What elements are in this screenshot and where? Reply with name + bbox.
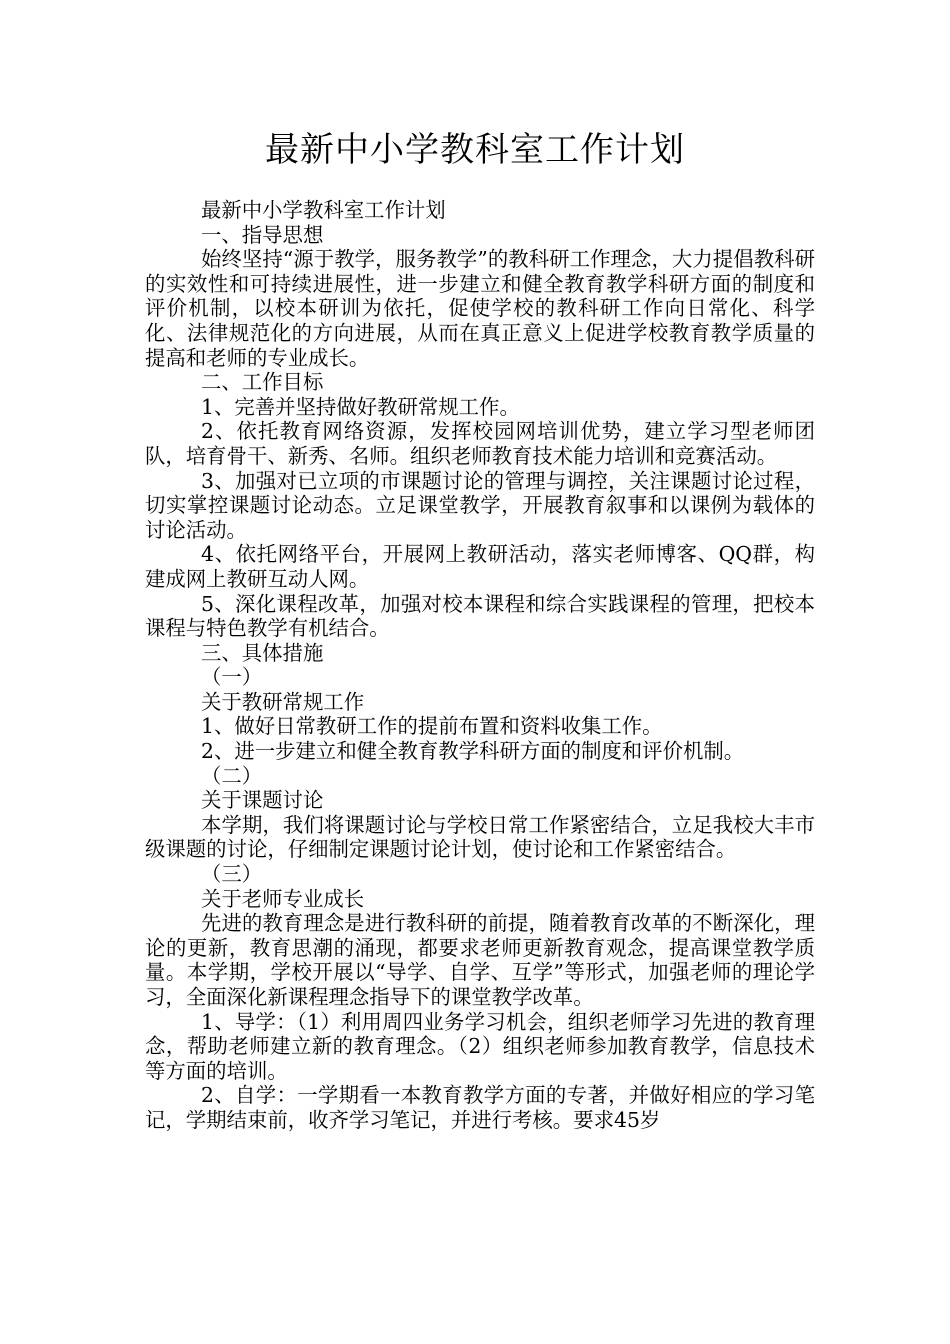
document-title: 最新中小学教科室工作计划 <box>265 130 685 170</box>
subsection-number: （二） <box>201 763 263 788</box>
list-item: 1、完善并坚持做好教研常规工作。 <box>201 394 520 419</box>
document-body <box>145 198 815 1133</box>
list-item: 5、深化课程改革，加强对校本课程和综合实践课程的管理，把校本课程与特色教学有机结合。 <box>145 591 815 641</box>
list-item: 1、导学：（1）利用周四业务学习机会，组织老师学习先进的教育理念，帮助老师建立新的教育理念。（2）组织老师参加教育教学，信息技术等方面的培训。 <box>145 1009 815 1083</box>
paragraph: 先进的教育理念是进行教科研的前提，随着教育改革的不断深化，理论的更新，教育思潮的涌现，都要求老师更新教育观念，提高课堂教学质量。本学期，学校开展以“导学、自学、互学”等形式，加强老师的理论学习，全面深化新课程理念指导下的课堂教学改革。 <box>145 911 815 1009</box>
paragraph: 始终坚持“源于教学，服务教学”的教科研工作理念，大力提倡教科研的实效性和可持续进展性，进一步建立和健全教育教学科研方面的制度和评价机制，以校本研训为依托，促使学校的教科研工作向日常化、科学化、法律规范化的方向进展，从而在真正意义上促进学校教育教学质量的提高和老师的专业成长。 <box>145 247 815 370</box>
section-heading: 一、指导思想 <box>201 222 324 247</box>
list-item: 2、进一步建立和健全教育教学科研方面的制度和评价机制。 <box>201 739 745 764</box>
section-heading: 三、具体措施 <box>201 640 324 665</box>
subsection-heading: 关于老师专业成长 <box>201 886 365 911</box>
section-heading: 二、工作目标 <box>201 370 324 395</box>
subsection-heading: 关于教研常规工作 <box>201 689 365 714</box>
paragraph-heading-repeat: 最新中小学教科室工作计划 <box>201 198 446 222</box>
paragraph: 本学期，我们将课题讨论与学校日常工作紧密结合，立足我校大丰市级课题的讨论，仔细制定课题讨论计划，使讨论和工作紧密结合。 <box>145 812 815 862</box>
list-item: 1、做好日常教研工作的提前布置和资料收集工作。 <box>201 714 663 739</box>
subsection-heading: 关于课题讨论 <box>201 788 324 813</box>
subsection-number: （三） <box>201 862 263 887</box>
subsection-number: （一） <box>201 665 263 690</box>
list-item: 2、自学：一学期看一本教育教学方面的专著，并做好相应的学习笔记，学期结束前，收齐学习笔记，并进行考核。要求45岁 <box>145 1083 815 1132</box>
list-item: 3、加强对已立项的市课题讨论的管理与调控，关注课题讨论过程，切实掌控课题讨论动态。立足课堂教学，开展教育叙事和以课例为载体的讨论活动。 <box>145 468 815 542</box>
list-item: 4、依托网络平台，开展网上教研活动，落实老师博客、QQ群，构建成网上教研互动人网。 <box>145 542 815 591</box>
list-item: 2、依托教育网络资源，发挥校园网培训优势，建立学习型老师团队，培育骨干、新秀、名师。组织老师教育技术能力培训和竞赛活动。 <box>145 419 815 468</box>
